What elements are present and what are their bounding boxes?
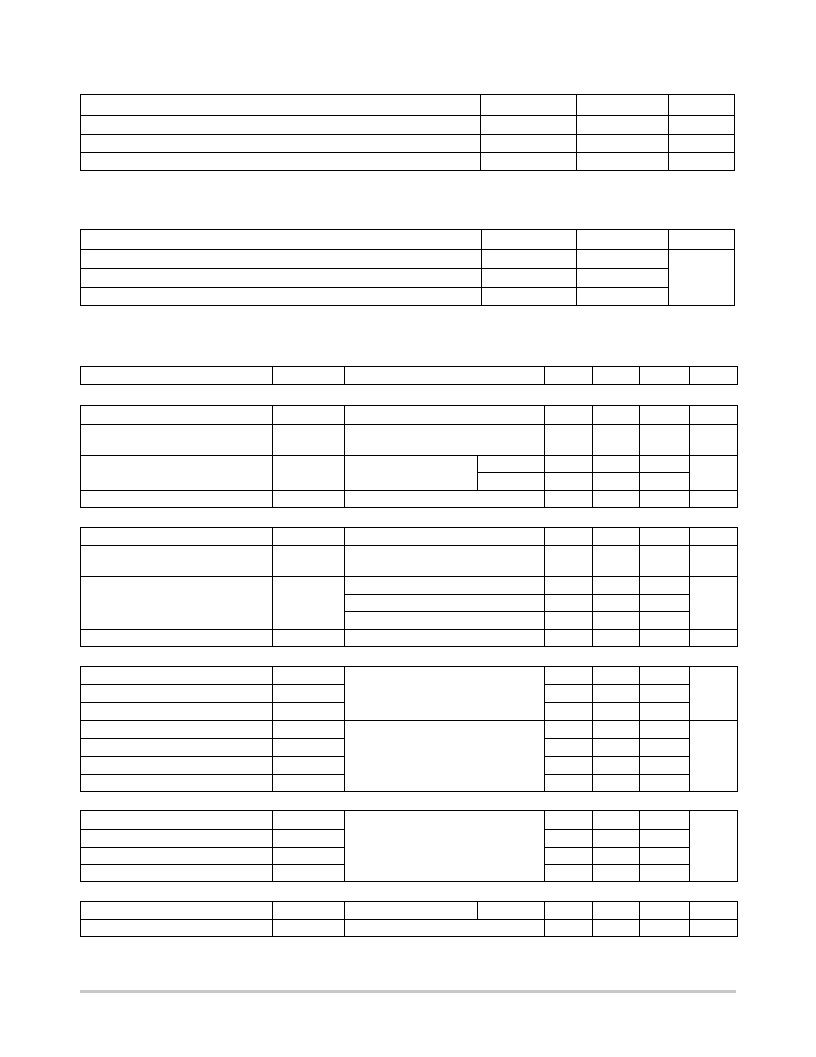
table-col-divider bbox=[344, 367, 345, 384]
table-col-divider bbox=[592, 528, 593, 646]
table-row-divider bbox=[81, 287, 668, 288]
table-col-divider bbox=[344, 811, 345, 881]
table-col-divider bbox=[272, 902, 273, 936]
table-col-divider bbox=[592, 406, 593, 507]
table-col-divider bbox=[639, 811, 640, 881]
table-row-divider bbox=[544, 774, 689, 775]
table-col-divider bbox=[668, 95, 669, 170]
table-1 bbox=[80, 94, 735, 171]
table-col-divider bbox=[639, 367, 640, 384]
table-col-divider bbox=[544, 406, 545, 507]
table-col-divider bbox=[544, 367, 545, 384]
table-row-divider bbox=[81, 756, 344, 757]
table-row-divider bbox=[81, 268, 668, 269]
table-col-divider bbox=[272, 406, 273, 507]
table-col-divider bbox=[544, 528, 545, 646]
table-row-divider bbox=[544, 864, 689, 865]
table-col-divider bbox=[272, 367, 273, 384]
table-col-divider bbox=[639, 667, 640, 791]
table-col-divider bbox=[344, 902, 345, 936]
table-col-divider bbox=[592, 902, 593, 936]
table-col-divider bbox=[576, 230, 577, 305]
table-col-divider bbox=[481, 230, 482, 305]
table-col-divider bbox=[272, 528, 273, 646]
table-row-divider bbox=[81, 702, 344, 703]
table-col-divider bbox=[689, 667, 690, 791]
table-row-divider bbox=[81, 847, 344, 848]
table-row-divider bbox=[544, 847, 689, 848]
table-row-divider bbox=[544, 829, 689, 830]
table-col-divider bbox=[480, 95, 481, 170]
table-col-divider bbox=[272, 811, 273, 881]
table-col-divider bbox=[592, 367, 593, 384]
table-col-divider bbox=[639, 406, 640, 507]
table-col-divider bbox=[689, 811, 690, 881]
table-col-divider bbox=[689, 367, 690, 384]
table-col-divider bbox=[592, 811, 593, 881]
table-col-divider bbox=[344, 406, 345, 507]
table-row-divider bbox=[81, 738, 344, 739]
table-col-divider bbox=[689, 902, 690, 936]
table-row-divider bbox=[544, 684, 689, 685]
table-row-divider bbox=[81, 152, 734, 153]
table-row-divider bbox=[477, 472, 689, 473]
table-col-divider bbox=[689, 406, 690, 507]
table-col-divider bbox=[477, 455, 478, 491]
table-row-divider bbox=[81, 864, 344, 865]
table-col-divider bbox=[344, 667, 345, 791]
table-row-divider bbox=[81, 774, 344, 775]
table-col-divider bbox=[544, 667, 545, 791]
table-row-divider bbox=[81, 684, 344, 685]
table-8 bbox=[80, 901, 738, 937]
table-col-divider bbox=[544, 902, 545, 936]
table-6 bbox=[80, 666, 738, 792]
table-row-divider bbox=[544, 702, 689, 703]
table-7 bbox=[80, 810, 738, 882]
table-col-divider bbox=[639, 902, 640, 936]
table-row-divider bbox=[544, 756, 689, 757]
table-4 bbox=[80, 405, 738, 508]
table-col-divider bbox=[576, 95, 577, 170]
table-col-divider bbox=[272, 667, 273, 791]
table-row-divider bbox=[81, 829, 344, 830]
table-col-divider bbox=[668, 230, 669, 305]
table-row-divider bbox=[81, 115, 734, 116]
table-row-divider bbox=[81, 249, 734, 250]
table-row-divider bbox=[544, 738, 689, 739]
table-col-divider bbox=[592, 667, 593, 791]
table-row-divider bbox=[81, 134, 734, 135]
table-row-divider bbox=[344, 594, 689, 595]
table-col-divider bbox=[477, 902, 478, 919]
table-5 bbox=[80, 527, 738, 647]
table-3 bbox=[80, 366, 738, 385]
table-col-divider bbox=[689, 528, 690, 646]
table-row-divider bbox=[344, 611, 689, 612]
table-col-divider bbox=[639, 528, 640, 646]
table-col-divider bbox=[544, 811, 545, 881]
table-2 bbox=[80, 229, 735, 306]
table-col-divider bbox=[344, 528, 345, 646]
footer-divider bbox=[80, 990, 736, 993]
